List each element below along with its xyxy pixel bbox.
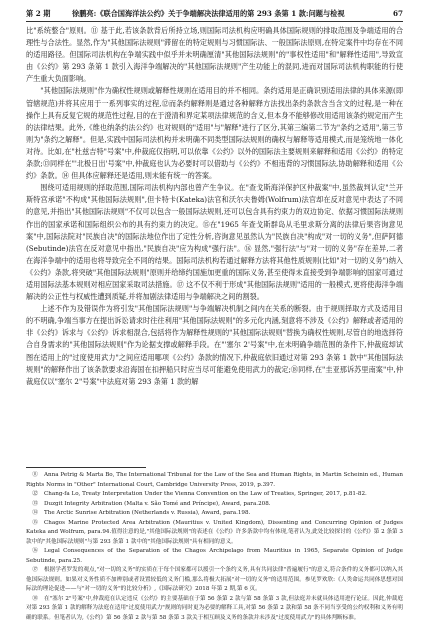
footnote (26, 509, 403, 519)
footnote-number: ⑮ (26, 519, 44, 529)
footnote-number: ⑪ (26, 471, 44, 481)
footnote-number: ⑫ (26, 490, 44, 500)
footnote (26, 595, 403, 623)
footnote-text: The Arctic Sunrise Arbitration (Netherlands v. Russia), Award, para.198. (44, 510, 250, 516)
paragraph: "其他国际法规则"作为确权性规则或解释性规则在适用目的并不相同。条约适用是正确识别适用法律的具体来源(即管辖规范)并将其应用于一系列事实的过程,⑫而条约解释则是通过各种解释方法找出条约条款含当含文的过程,是一种在操作上具有反复它规的规范性过程,目的在于澄清和界定某项法律规范的含义,但本身不能够修改用适用该条约规定而产生的法律结果。此外,《维也纳条约法公约》也对规则的"适用"与"解释"进行了区分,其第三编第二节为"条约之适用",第三节则为"条约之解释"。但是,实践中国际司法机构并未明确不同类型国际法规则的确权与解释等适用模式,而是笼统地一体化对待。比如,在"杜兹吉特"号案"中,仲裁庭仅指明,可以依靠《公约》以外的国际法主要规则来解释和适用《公约》的特定条款;⑬同样在"'北极日出'号案"中,仲裁庭也认为必要时可以借助与《公约》不相违背的习惯国际法,协助解释和适用《公约》条款。⑭ 但具体应解释还是适用,则未能有统一的答案。 (26, 85, 403, 182)
running-header (26, 8, 403, 20)
footnote (26, 500, 403, 510)
footnotes (26, 471, 403, 623)
paragraph: 围绕可适用规则的择取范围,国际司法机构内部也曾产生争议。在"查戈斯海洋保护区仲裁案"中,虽然裁判认定"兰开斯特宫承诺"不构成"其他国际法规则",但卡特卡(Kateka)法官和沃尔夫鲁姆(Wolfrum)法官却在反对意见中表达了不同的意见,并指出"其他国际法规则"不仅可以包含一般国际法规则,还可以包含具有约束力的双边协定、依据习惯国际法规则作出的国家承诺和国际组织公布的具有约束力的决定。⑮在"1965 年查戈斯群岛从毛里求斯分离的法律后果咨询意见案"中,国际法院对"民族自决"的国际法地位作出了定性分析,咨询意见虽然认为"民族自决"构成"对一切的义务",但萨阿德(Sebutinde)法官在反对意见中指出,"民族自决"应为构成"强行法"。⑯ 显然,"强行法"与"对一切的义务"存在差异,二者在海洋争端中的适用也将导致完全不同的结果。国际司法机构若通过解释方法将其他性质规则(比如"对一切的义务")纳入《公约》条款,将突破"其他国际法规则"原则并给缔约国施加更重的国际义务,甚至使得未直接受到争端影响的国家可通过适用国际法基本规则对相应国家采取司法措施。⑰ 这不仅不利于形成"其他国际法规则"适用的一般模式,更将使海洋争端解决的公正性与权威性遭到质疑,并将加剧法律适用与争端解决之间的割裂。 (26, 182, 403, 303)
page-number: 67 (393, 8, 403, 20)
footnote-divider (26, 467, 146, 468)
footnote (26, 566, 403, 595)
footnote-number: ⑰ (26, 566, 44, 576)
main-text (26, 25, 403, 388)
footnote-text: Chagos Marine Protected Area Arbitration (Mauritius v. United Kingdom), Dissenting and Concurring Opinion of Judges Kateka and Wolfrum, para.94.值得注意的是,"其他国际法规则"的表述在《公约》许多条款中均有体现,笔者认为,此处比较探讨的《公约》第 2 条第 3 款中的"其他国际法规则"与第 293 条第 1 款中的"其他国际法规则"具有相同的意义。 (26, 520, 403, 545)
paragraph: 上述不作为及错误作为将引发"其他国际法规则"与争端解决机制之间内在关系的断裂。由于规则择取方式及适用目的不明确,争端当事方在提出诉讼请求时往往利用"其他国际法规则"的多元化内涵,刻意将不涉及《公约》解释或者适用的非《公约》诉求与《公约》诉求相混合,包括将作为解释性规则的"其他国际法规则"替换为确权性规则,尽管自的地选择符合自身需求的"其他国际法规则"作为论据支撑或解释手段。在"'塞尔 2'号案"中,在未明确争端范围的条件下,仲裁庭却试图在适用上的"过度使用武力"之间应适用哪项《公约》条款的情况下,仲裁庭依旧通过对第 293 条第 1 款中"其他国际法规则"的解释作出了该条款要求沿海国在扣押船只时应当尽可能避免使用武力的裁定;⑱同样,在"圭亚那诉苏里南案"中,仲裁庭仅以"塞尔 2"号案"中法庭对第 293 条第 1 款的解 (26, 303, 403, 388)
issue-number: 第 2 期 (26, 8, 50, 20)
footnote (26, 471, 403, 490)
running-title: 徐鹏亮:《联合国海洋法公约》关于争端解决法律适用的第 293 条第 1 款:问题与检视 (72, 8, 345, 20)
footnote-number: ⑯ (26, 547, 44, 557)
footnote-text: 根据学者罗发的观点,"对一切的义务"的实质在于每个国家都可以援引一个条约义务,具有共同法律"普遍履行"的意义,符合条件的义务都可以纳入其他国际法规则。如果对义务性质不加辨别或者设置较低的义务门槛,那么将极大拓展"对一切的义务"的适用范围。参见罗欢欣:《人类命运共同体思想对国际法的理论促进——与"对一切的义务"的比较分析》,《国际法研究》2018 年第 2 期,第 6 页。 (26, 567, 403, 592)
footnote-text: Anna Petrig & Marta Bo, The International Tribunal for the Law of the Sea and Human Rights, in Martin Scheinin ed., Human Rights Norms in "Other" International Court, Cambridge University Press, 2019, p.397. (26, 472, 403, 488)
footnote (26, 519, 403, 548)
paragraph: 比"系统整合"原则。⑪ 基于此,若该条款背后所持立场,则国际司法机构应明确具体国际规则的排取范围及争端适用的合理性与合法性。显然,作为"其他国际法规则"滞留在的特定规则与习惯国际法、一般国际法原则,在特定案件中均存在不同的适用路径。但国际司法机构在争端实践中似乎并未明确厘清"其他国际法规则"的"事权性适用"和"解释性适用",导致宣由《公约》第 293 条第 1 款引入海洋争端解决的"其他国际法规则"产生功能上的混同,进而对国际司法机构职能的行使产生重大负面影响。 (26, 25, 403, 85)
footnote-text: Chang-fa Lo, Treaty Interpretation Under the Vienna Convention on the Law of Treaties, Springer, 2017, p.81-82. (44, 491, 367, 497)
footnote (26, 490, 403, 500)
footnote-text: Duzgit Integrity Arbitration (Malta v. São Tomé and Príncipe), Award, para.208. (44, 501, 271, 507)
footnote-number: ⑭ (26, 509, 44, 519)
footnote-number: ⑬ (26, 500, 44, 510)
footnote (26, 547, 403, 566)
footnote-number: ⑱ (26, 595, 44, 605)
header-divider (26, 21, 403, 22)
footnote-text: 在"塞尔 2"号案"中,仲裁庭在认定违反《公约》的主要基础在于第 56 条第 2 款与第 58 条第 3 款,但法庭并未就具体适用进行论证。因此,仲裁庭对第 293 条第 1 款的解释为法庭在适用"过度使用武力"规则的同时更为必要的解释工具,对第 56 条第 2 款和第 58 条不同当享受的公约权利和义务有明确的联系。但笔者认为,《公约》第 56 条第 2 款与第 58 条第 3 款关于相互顾及义务的条款并未涉及"过度使用武力"的具体判断标准。 (26, 596, 403, 621)
footnote-text: Legal Consequences of the Separation of the Chagos Archipelago from Mauritius in 1965, Separate Opinion of Judge Sebutinde, para.25. (26, 548, 403, 564)
